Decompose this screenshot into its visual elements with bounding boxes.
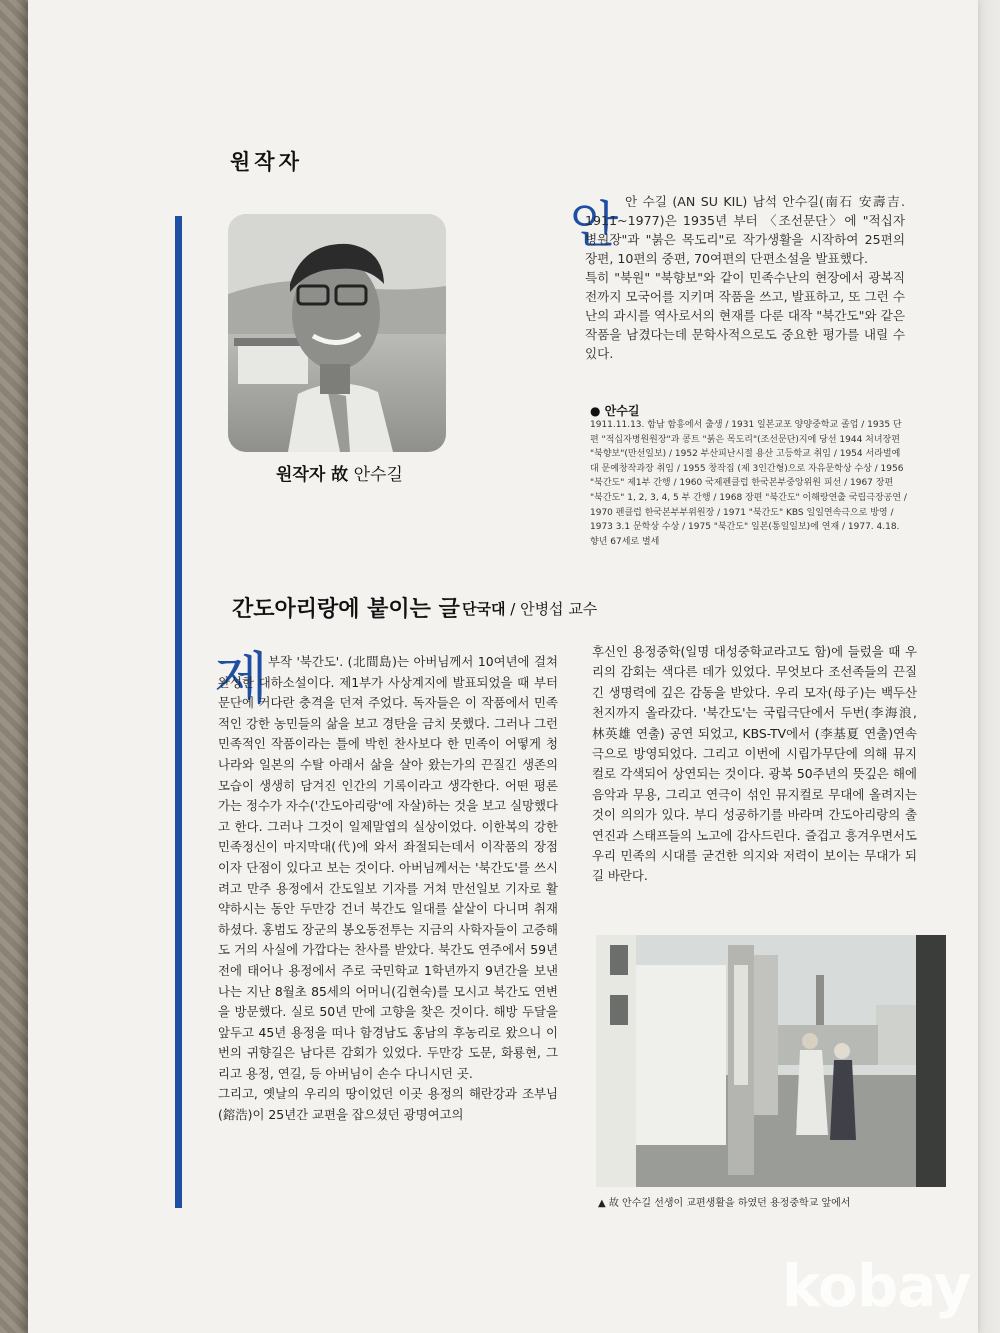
caption-name: 안수길 [353, 465, 403, 485]
author-portrait-photo [228, 214, 446, 452]
author-name: 안병섭 교수 [520, 600, 598, 618]
author-affiliation: 단국대 [462, 600, 506, 618]
school-photo-caption: ▲ 故 안수길 선생이 교편생활을 하였던 용정중학교 앞에서 [598, 1198, 851, 1209]
school-gate-photo [596, 935, 946, 1187]
intro-paragraph-2: 특히 "북원" "북향보"와 같이 민족수난의 현장에서 광복직전까지 모국어를 지키며 작품을 쓰고, 발표하고, 또 그런 수난의 과시를 역사로서의 현재를 다룬 대작 "북간도"와 같은 작품을 남겼다는데 문학사적으로도 중요한 평가를 내릴 수 있다. [585, 270, 905, 361]
article-dropcap: 제 [214, 647, 269, 712]
intro-paragraph-1: 안 수길 (AN SU KIL) 남석 안수길(南石 安壽吉. 1911~1977)은 1935년 부터 〈조선문단〉에 "적십자 병원장"과 "붉은 목도리"로 작가생활을 시작하여 25편의 장편, 10편의 중편, 70여편의 단편소설을 발표했다. [585, 194, 905, 266]
caption-prefix: 원작자 故 [276, 465, 349, 485]
left-column-paragraph-1: 부작 '북간도'. (北間島)는 아버님께서 10여년에 걸쳐 완성한 대하소설이다. 제1부가 사상계지에 발표되었을 때 부터 문단에 커다란 충격을 던져 주었다. 독자들은 이 작품에서 민족적인 강한 농민들의 삶을 보고 경탄을 금치 못했다. 그러나 그런 민족적인 작품이라는 틀에 박힌 찬사보다 한 민족이 어떻게 청나라와 일본의 수탈 아래서 삶을 살아 왔는가의 끈질긴 생존의 모습이 생생히 담겨진 인간의 기록이라고 생각한다. 어떤 평론가는 정수가 자수('간도아리랑'에 자살)하는 것을 보고 실망했다고 한다. 그러나 그것이 일제말엽의 실상이었다. 이한복의 강한 민족정신이 마지막대(代)에 와서 좌절되는데서 이작품의 장점이자 단점이 있다고 보는 것이다. 아버님께서는 '북간도'를 쓰시려고 만주 용정에서 간도일보 기자를 거쳐 만선일보 기자로 활약하시는 동안 두만강 건너 북간도 일대를 샅샅이 다니며 취재하셨다. 홍범도 장군의 봉오동전투는 지금의 사학자들이 고증해도 거의 사실에 가깝다는 찬사를 받았다. 북간도 연주에서 59년전에 태어나 용정에서 주로 국민학교 1학년까지 9년간을 보낸 나는 지난 8월초 85세의 어머니(김현숙)를 모시고 북간도 연변을 방문했다. 실로 50년 만에 고향을 찾은 것이다. 해방 두달을 앞두고 45년 용정을 떠나 함경남도 홍남의 후농리로 왔으니 이번의 귀향길은 남다른 감회가 있었다. 두만강 도문, 화룡현, 그리고 용정, 연길, 등 아버님이 손수 다니시던 곳. [218, 654, 558, 1081]
article-author [462, 598, 597, 619]
article-title: 간도아리랑에 붙이는 글 [232, 597, 460, 622]
bio-chronology: 1911.11.13. 함남 함흥에서 출생 / 1931 일본교포 양양중학교 졸업 / 1935 단편 "적십자병원원장"과 콩트 "붉은 목도리"(조선문단)지에 당선 1944 처녀장편 "북향보"(만선일보) / 1952 부산피난시절 용산 고등학교 취임 / 1954 서라벌예대 문예창작과장 취임 / 1955 창작집 (제 3인간형)으로 자유문학상 수상 / 1956 "북간도" 제1부 간행 / 1960 국제펜클럽 한국본부중앙위원 피선 / 1967 장편 "북간도" 1, 2, 3, 4, 5 부 간행 / 1968 장편 "북간도" 이해랑연출 국립극장공연 / 1970 펜클럽 한국본부부위원장 / 1971 "북간도" KBS 일일연속극으로 방영 / 1973 3.1 문학상 수상 / 1975 "북간도" 일본(통일일보)에 연재 / 1977. 4.18. 향년 67세로 별세 [590, 420, 907, 547]
author-separator: / [505, 600, 521, 618]
left-column-paragraph-2: 그리고, 옛날의 우리의 땅이었던 이곳 용정의 해란강과 조부님(鎔浩)이 25년간 교편을 잡으셨던 광명여고의 [218, 1086, 558, 1123]
author-photo-caption [276, 460, 403, 485]
author-intro [585, 192, 905, 363]
section-title: 원작자 [230, 150, 303, 174]
blue-accent-bar [175, 216, 182, 1208]
article-right-column [592, 642, 917, 887]
intro-dropcap: 안 [570, 196, 619, 254]
article-left-column [218, 652, 558, 1126]
watermark-logo: kobay [782, 1252, 971, 1320]
right-column-paragraph: 후신인 용정중학(일명 대성중학교라고도 함)에 들렀을 때 우리의 감회는 색다른 데가 있었다. 무엇보다 조선족들의 끈질긴 생명력에 깊은 감동을 받았다. 우리 모자(母子)는 백두산 천지까지 올라갔다. '북간도'는 국립극단에서 두번(李海浪, 林英雄 연출) 공연 되었고, KBS-TV에서 (李基夏 연출)연속극으로 방영되었다. 그리고 이번에 시립가무단에 의해 뮤지컬로 각색되어 상연되는 것이다. 광복 50주년의 뜻깊은 해에 음악과 무용, 그리고 연극이 섞인 뮤지컬로 무대에 올려지는 것이 의의가 있다. 부디 성공하기를 바라며 간도아리랑의 출연진과 스태프들의 노고에 감사드린다. 즐겁고 흥겨우면서도 우리 민족의 시대를 굳건한 의지와 저력이 보이는 무대가 되길 바란다. [592, 644, 917, 884]
bio-heading: ● 안수길 [590, 404, 640, 418]
